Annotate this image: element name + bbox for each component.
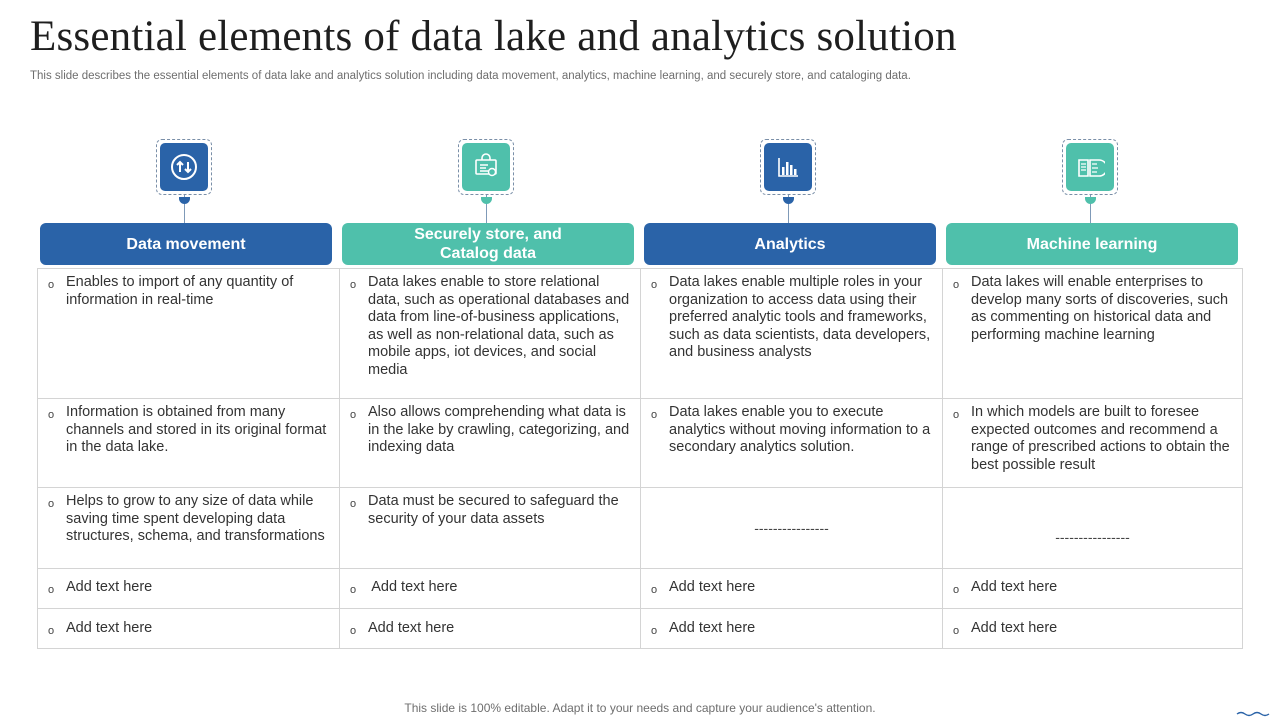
column-icon-2 xyxy=(458,139,518,195)
table-cell: o Also allows comprehending what data is in the lake by crawling, categorizing, and indexing data xyxy=(340,399,641,488)
arrows-up-down-icon xyxy=(160,143,208,191)
bar-chart-icon xyxy=(764,143,812,191)
column-icon-3 xyxy=(760,139,820,195)
table-cell: ---------------- xyxy=(943,488,1243,569)
table-cell: o Add text here xyxy=(943,609,1243,649)
page-subtitle: This slide describes the essential elements of data lake and analytics solution including data movement, analytics, machine learning, and securely store, and cataloging data. xyxy=(30,70,911,82)
table-cell: o Helps to grow to any size of data while saving time spent developing data structures, schema, and transformations xyxy=(38,488,340,569)
column-icon-4 xyxy=(1062,139,1122,195)
header-analytics: Analytics xyxy=(644,223,936,265)
table-cell: o Data lakes enable multiple roles in your organization to access data using their preferred analytic tools and frameworks, such as data scientists, data developers, and business analysts xyxy=(641,269,943,399)
table-cell: o Add text here xyxy=(641,569,943,609)
table-cell: o Add text here xyxy=(340,609,641,649)
secure-monitor-icon xyxy=(462,143,510,191)
table-cell: o Enables to import of any quantity of information in real-time xyxy=(38,269,340,399)
table-cell: o Add text here xyxy=(340,569,641,609)
table-cell: o Add text here xyxy=(943,569,1243,609)
header-securely-store: Securely store, and Catalog data xyxy=(342,223,634,265)
table-cell: o Add text here xyxy=(38,569,340,609)
table-cell: ---------------- xyxy=(641,488,943,569)
table-cell: o Data lakes enable to store relational data, such as operational databases and data from line-of-business applications, as well as non-relational data, such as mobile apps, iot devices, and social media xyxy=(340,269,641,399)
header-machine-learning: Machine learning xyxy=(946,223,1238,265)
wave-decoration-icon xyxy=(1236,710,1270,718)
content-table xyxy=(37,268,1243,649)
table-cell: o Information is obtained from many channels and stored in its original format in the data lake. xyxy=(38,399,340,488)
column-icon-1 xyxy=(156,139,216,195)
table-cell: o Add text here xyxy=(641,609,943,649)
table-cell: o In which models are built to foresee expected outcomes and recommend a range of prescribed actions to obtain the best possible result xyxy=(943,399,1243,488)
footer-note: This slide is 100% editable. Adapt it to your needs and capture your audience's attention. xyxy=(404,701,876,715)
table-cell: o Data must be secured to safeguard the security of your data assets xyxy=(340,488,641,569)
page-title: Essential elements of data lake and analytics solution xyxy=(30,13,957,60)
table-cell: o Add text here xyxy=(38,609,340,649)
table-cell: o Data lakes enable you to execute analytics without moving information to a secondary analytics solution. xyxy=(641,399,943,488)
brain-book-icon xyxy=(1066,143,1114,191)
header-data-movement: Data movement xyxy=(40,223,332,265)
table-cell: o Data lakes will enable enterprises to develop many sorts of discoveries, such as commenting on historical data and performing machine learning xyxy=(943,269,1243,399)
